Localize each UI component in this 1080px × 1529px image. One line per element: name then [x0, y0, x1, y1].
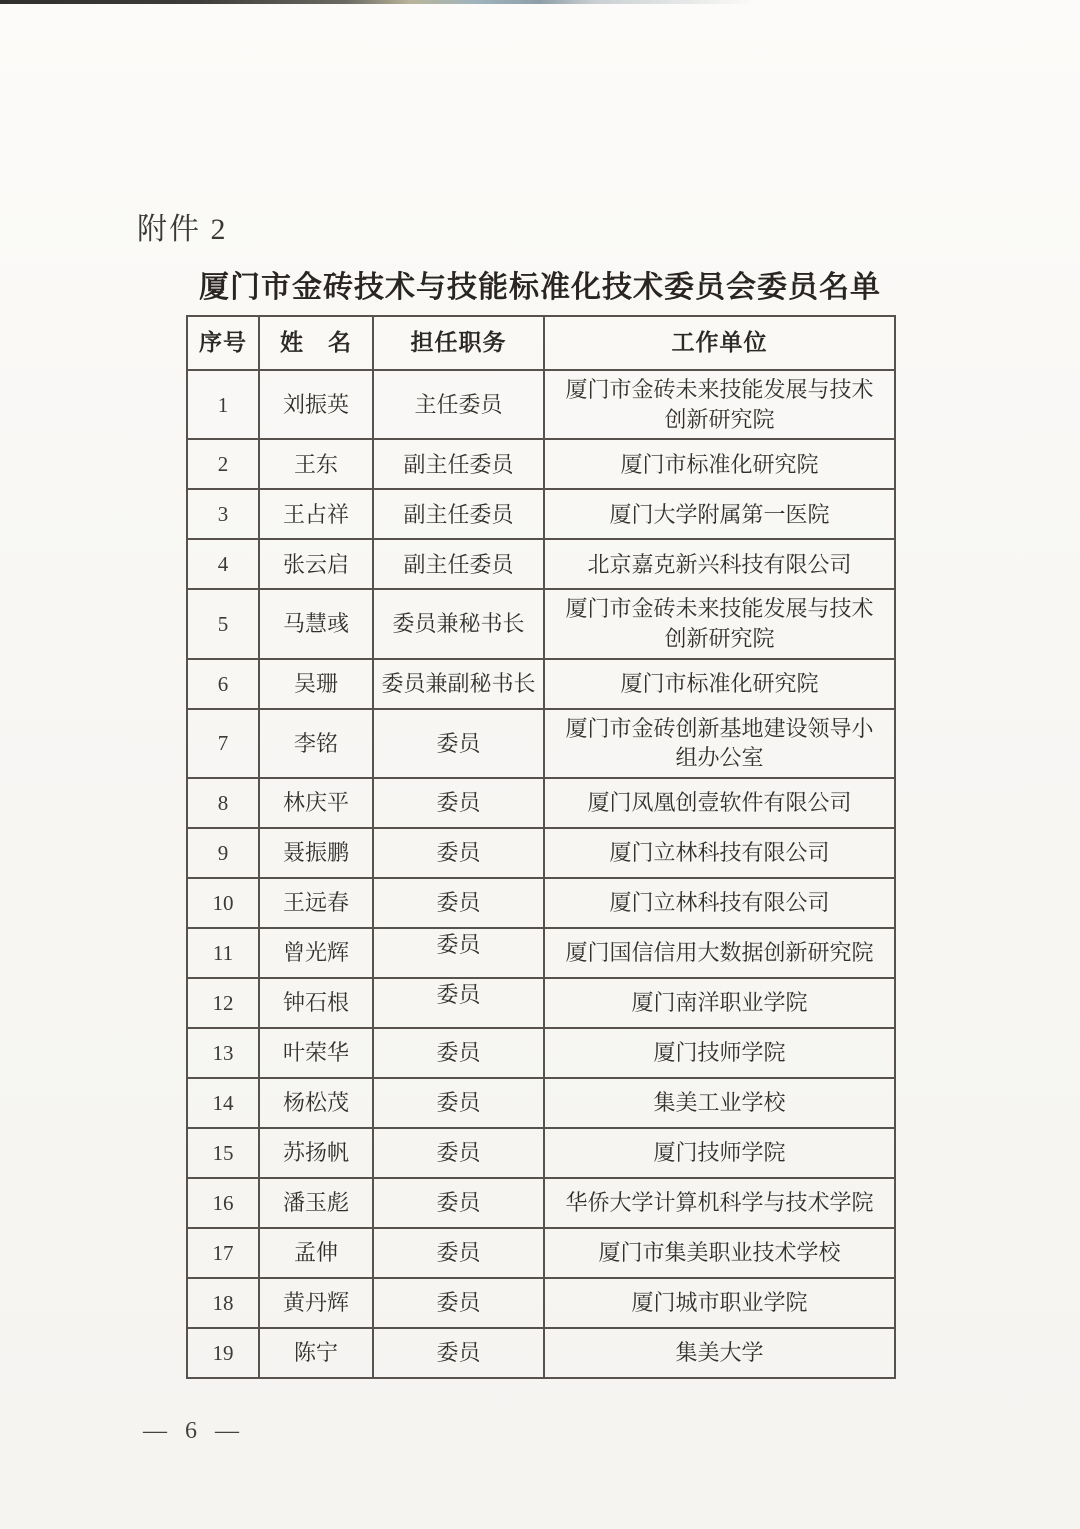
cell-unit: 厦门技师学院	[544, 1028, 895, 1078]
cell-unit: 厦门大学附属第一医院	[544, 489, 895, 539]
cell-name: 张云启	[259, 539, 373, 589]
table-row	[187, 539, 895, 589]
cell-name: 王占祥	[259, 489, 373, 539]
cell-position: 委员	[373, 1178, 544, 1228]
cell-unit: 厦门市标准化研究院	[544, 659, 895, 709]
cell-name: 陈宁	[259, 1328, 373, 1378]
table-row	[187, 1228, 895, 1278]
cell-unit: 厦门城市职业学院	[544, 1278, 895, 1328]
cell-no: 12	[187, 978, 259, 1028]
cell-position: 主任委员	[373, 370, 544, 439]
cell-no: 1	[187, 370, 259, 439]
cell-name: 马慧彧	[259, 589, 373, 658]
table-row	[187, 878, 895, 928]
table-row	[187, 1028, 895, 1078]
cell-unit: 厦门南洋职业学院	[544, 978, 895, 1028]
cell-name: 孟伸	[259, 1228, 373, 1278]
cell-position: 委员兼秘书长	[373, 589, 544, 658]
cell-unit: 厦门市集美职业技术学校	[544, 1228, 895, 1278]
table-row	[187, 370, 895, 439]
cell-position: 委员	[373, 1228, 544, 1278]
cell-unit: 厦门国信信用大数据创新研究院	[544, 928, 895, 978]
cell-no: 19	[187, 1328, 259, 1378]
table-row	[187, 928, 895, 978]
cell-name: 苏扬帆	[259, 1128, 373, 1178]
table-header-row	[187, 316, 895, 370]
cell-position: 委员	[373, 1328, 544, 1378]
cell-position: 委员	[373, 1078, 544, 1128]
header-no: 序号	[187, 316, 259, 370]
cell-unit: 厦门技师学院	[544, 1128, 895, 1178]
cell-position: 委员	[373, 1028, 544, 1078]
cell-no: 8	[187, 778, 259, 828]
cell-position: 委员	[373, 709, 544, 778]
cell-name: 叶荣华	[259, 1028, 373, 1078]
committee-member-table	[186, 315, 896, 1379]
cell-no: 10	[187, 878, 259, 928]
cell-unit: 厦门立林科技有限公司	[544, 878, 895, 928]
cell-name: 王远春	[259, 878, 373, 928]
cell-unit: 集美工业学校	[544, 1078, 895, 1128]
cell-no: 4	[187, 539, 259, 589]
cell-position: 委员	[373, 978, 544, 1028]
cell-position: 副主任委员	[373, 539, 544, 589]
cell-name: 李铭	[259, 709, 373, 778]
cell-unit: 厦门市金砖未来技能发展与技术创新研究院	[544, 370, 895, 439]
cell-position: 委员	[373, 878, 544, 928]
document-title: 厦门市金砖技术与技能标准化技术委员会委员名单	[199, 271, 881, 304]
table-row	[187, 1328, 895, 1378]
cell-unit: 集美大学	[544, 1328, 895, 1378]
cell-name: 潘玉彪	[259, 1178, 373, 1228]
table-row	[187, 709, 895, 778]
cell-no: 14	[187, 1078, 259, 1128]
cell-no: 16	[187, 1178, 259, 1228]
cell-position: 委员	[373, 1278, 544, 1328]
cell-position: 委员兼副秘书长	[373, 659, 544, 709]
table-row	[187, 1128, 895, 1178]
scan-edge-artifact	[0, 0, 1080, 4]
cell-name: 曾光辉	[259, 928, 373, 978]
cell-position: 副主任委员	[373, 489, 544, 539]
cell-unit: 华侨大学计算机科学与技术学院	[544, 1178, 895, 1228]
cell-name: 林庆平	[259, 778, 373, 828]
table-row	[187, 1178, 895, 1228]
attachment-label: 附件 2	[137, 213, 228, 246]
table-row	[187, 778, 895, 828]
cell-position: 副主任委员	[373, 439, 544, 489]
cell-no: 3	[187, 489, 259, 539]
cell-unit: 厦门市标准化研究院	[544, 439, 895, 489]
cell-unit: 厦门市金砖未来技能发展与技术创新研究院	[544, 589, 895, 658]
table-row	[187, 439, 895, 489]
cell-no: 5	[187, 589, 259, 658]
header-name: 姓 名	[259, 316, 373, 370]
table-row	[187, 659, 895, 709]
page-number: — 6 —	[143, 1418, 245, 1444]
cell-name: 杨松茂	[259, 1078, 373, 1128]
cell-name: 聂振鹏	[259, 828, 373, 878]
cell-no: 13	[187, 1028, 259, 1078]
table-row	[187, 978, 895, 1028]
cell-no: 15	[187, 1128, 259, 1178]
cell-no: 9	[187, 828, 259, 878]
cell-position: 委员	[373, 928, 544, 978]
cell-name: 王东	[259, 439, 373, 489]
cell-no: 11	[187, 928, 259, 978]
cell-unit: 厦门立林科技有限公司	[544, 828, 895, 878]
cell-position: 委员	[373, 1128, 544, 1178]
cell-unit: 厦门凤凰创壹软件有限公司	[544, 778, 895, 828]
cell-position: 委员	[373, 778, 544, 828]
table-row	[187, 1078, 895, 1128]
table-row	[187, 589, 895, 658]
cell-no: 18	[187, 1278, 259, 1328]
header-position: 担任职务	[373, 316, 544, 370]
cell-unit: 北京嘉克新兴科技有限公司	[544, 539, 895, 589]
cell-unit: 厦门市金砖创新基地建设领导小组办公室	[544, 709, 895, 778]
cell-name: 钟石根	[259, 978, 373, 1028]
cell-no: 7	[187, 709, 259, 778]
cell-name: 刘振英	[259, 370, 373, 439]
cell-no: 6	[187, 659, 259, 709]
table-row	[187, 1278, 895, 1328]
cell-no: 17	[187, 1228, 259, 1278]
cell-name: 黄丹辉	[259, 1278, 373, 1328]
table-row	[187, 489, 895, 539]
cell-name: 吴珊	[259, 659, 373, 709]
table-row	[187, 828, 895, 878]
header-unit: 工作单位	[544, 316, 895, 370]
cell-position: 委员	[373, 828, 544, 878]
cell-no: 2	[187, 439, 259, 489]
